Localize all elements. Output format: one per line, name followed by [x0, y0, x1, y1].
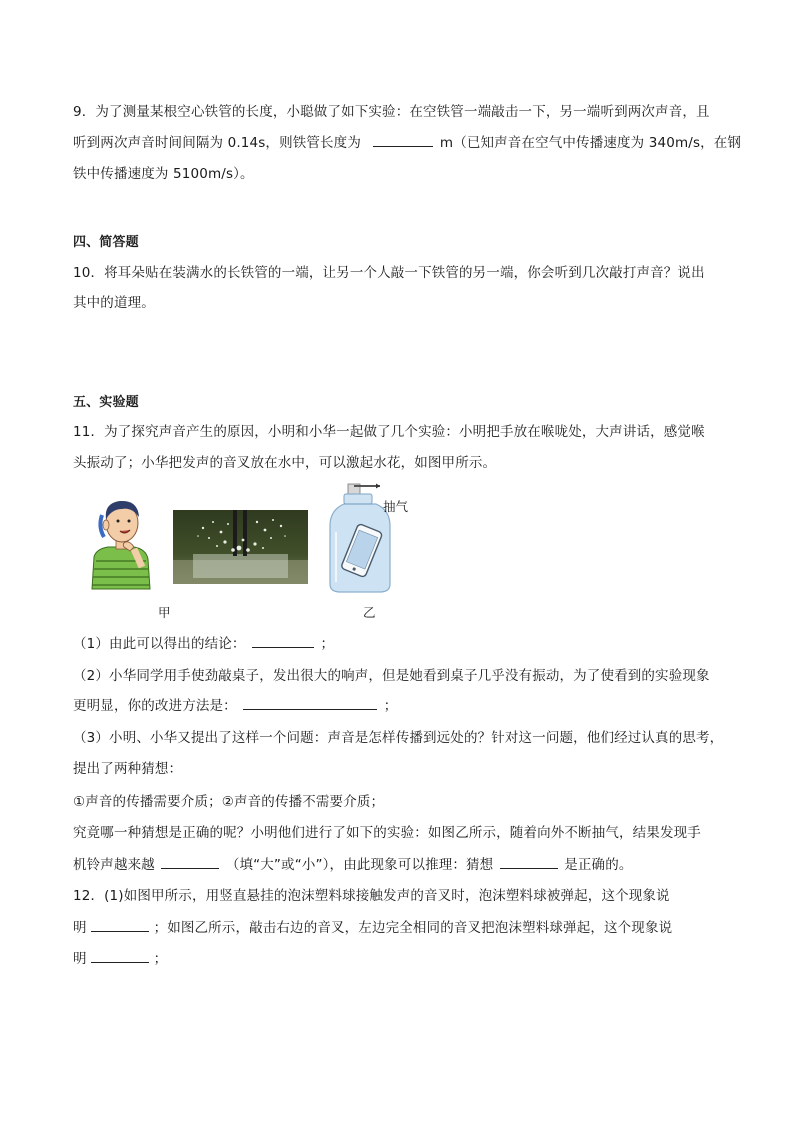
q12-blank-2[interactable] — [91, 950, 149, 963]
q11-part3-text-b: （填“大”或“小”），由此现象可以推理：猜想 — [225, 857, 494, 873]
q11-part2-text: 更明显，你的改进方法是： — [73, 698, 237, 714]
q9-line-2 — [73, 134, 741, 152]
q9-line-2-text-a: 听到两次声音时间间隔为 0.14s，则铁管长度为 — [73, 135, 361, 151]
q11-part2-blank[interactable] — [243, 697, 377, 710]
q12-line-2 — [73, 919, 672, 937]
q12-line-3-text-a: 明 — [73, 951, 87, 967]
q11-part3-text-c: 是正确的。 — [564, 857, 633, 873]
q11-part1-text: （1）由此可以得出的结论： — [73, 636, 246, 652]
q11-part2-line-1: （2）小华同学用手使劲敲桌子，发出很大的响声，但是她看到桌子几乎没有振动，为了使看到的实验现象 — [73, 668, 710, 684]
section-5-title: 五、实验题 — [73, 395, 139, 410]
figure-caption-yi: 乙 — [363, 605, 376, 620]
q12-blank-1[interactable] — [91, 919, 149, 932]
q10-line-1: 10．将耳朵贴在装满水的长铁管的一端，让另一个人敲一下铁管的另一端，你会听到几次敲打声音？说出 — [73, 265, 705, 281]
q11-part1-end: ； — [320, 636, 335, 652]
tuning-fork-water-photo — [173, 510, 308, 584]
q12-line-2-text-a: 明 — [73, 920, 87, 936]
q10-line-2: 其中的道理。 — [73, 295, 155, 311]
q9-line-2-text-b: m（已知声音在空气中传播速度为 340m/s，在钢 — [439, 135, 742, 151]
q11-part1-blank[interactable] — [252, 635, 314, 648]
q11-part3-line-1: （3）小明、小华又提出了这样一个问题：声音是怎样传播到远处的？针对这一问题，他们经过认真的思考， — [73, 730, 724, 746]
q11-part2-end: ； — [383, 698, 398, 714]
q12-line-1: 12．(1)如图甲所示，用竖直悬挂的泡沫塑料球接触发声的音叉时，泡沫塑料球被弹起，这个现象说 — [73, 888, 670, 904]
boy-throat-illustration — [86, 497, 156, 592]
q12-line-3-text-b: ； — [153, 951, 168, 967]
q12-line-3 — [73, 950, 167, 968]
section-4-title: 四、简答题 — [73, 235, 139, 250]
q11-line-2: 头振动了；小华把发声的音叉放在水中，可以激起水花，如图甲所示。 — [73, 455, 497, 471]
q9-answer-blank[interactable] — [373, 134, 433, 147]
q11-part1 — [73, 635, 334, 653]
pump-label: 抽气 — [383, 499, 409, 514]
q12-line-2-text-b: ；如图乙所示，敲击右边的音叉，左边完全相同的音叉把泡沫塑料球弹起，这个现象说 — [153, 920, 673, 936]
q11-part3-blank-2[interactable] — [500, 856, 558, 869]
q11-part3-line-4: 究竟哪一种猜想是正确的呢？小明他们进行了如下的实验：如图乙所示，随着向外不断抽气，结果发现手 — [73, 825, 701, 841]
q11-part3-line-3: ①声音的传播需要介质；②声音的传播不需要介质； — [73, 794, 385, 810]
q11-part3-blank-1[interactable] — [161, 856, 219, 869]
q11-line-1: 11．为了探究声音产生的原因，小明和小华一起做了几个实验：小明把手放在喉咙处，大声讲话，感觉喉 — [73, 424, 705, 440]
q11-part3-line-2: 提出了两种猜想： — [73, 761, 183, 777]
q11-part3-text-a: 机铃声越来越 — [73, 857, 155, 873]
q11-part2-line-2 — [73, 697, 397, 715]
figure-caption-jia: 甲 — [158, 605, 171, 620]
q11-part3-line-5 — [73, 856, 633, 874]
q9-line-3: 铁中传播速度为 5100m/s）。 — [73, 166, 254, 182]
q9-line-1: 9．为了测量某根空心铁管的长度，小聪做了如下实验：在空铁管一端敲击一下，另一端听到两次声音，且 — [73, 104, 710, 120]
